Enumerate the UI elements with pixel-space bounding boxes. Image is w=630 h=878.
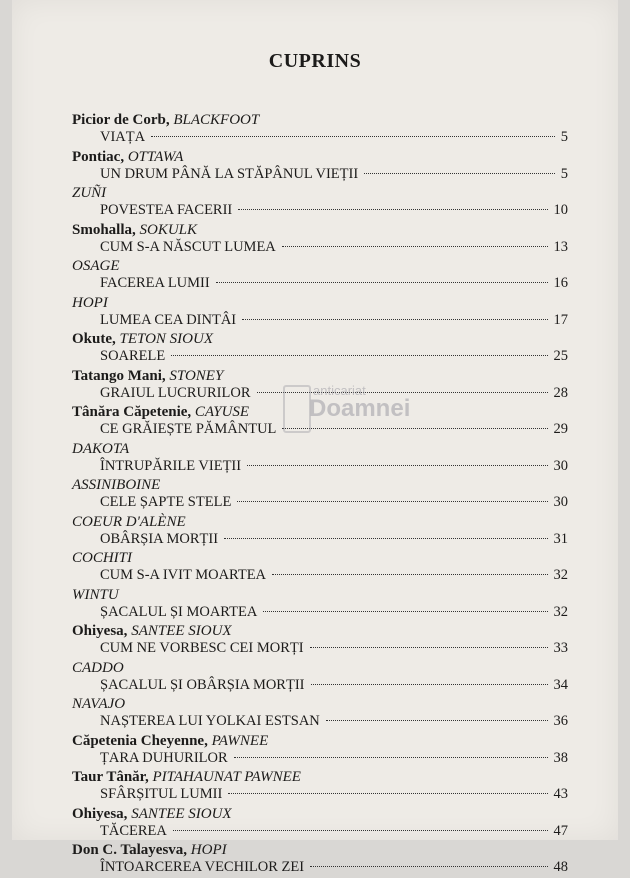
toc-entry bbox=[72, 695, 568, 732]
toc-author: Picior de Corb, bbox=[72, 112, 174, 128]
toc-title: CUM NE VORBESC CEI MORȚI bbox=[100, 640, 304, 656]
toc-entry-heading bbox=[72, 440, 129, 458]
toc-author: Tânăra Căpetenie, bbox=[72, 404, 195, 420]
toc-page-number: 5 bbox=[560, 129, 568, 145]
toc-author: Tatango Mani, bbox=[72, 367, 170, 384]
toc-leader-dots bbox=[216, 282, 548, 283]
toc-title: OBÂRȘIA MORȚII bbox=[100, 530, 219, 547]
toc-tribe: CADDO bbox=[72, 659, 124, 676]
toc-entry-heading bbox=[72, 148, 183, 166]
toc-entry-heading bbox=[72, 403, 249, 421]
toc-tribe: PAWNEE bbox=[211, 732, 269, 749]
toc-entry-heading bbox=[72, 513, 186, 531]
toc-page-number: 5 bbox=[560, 165, 568, 182]
toc-tribe: CAYUSE bbox=[194, 404, 250, 420]
toc-entry bbox=[72, 257, 568, 294]
toc-entry bbox=[72, 549, 568, 586]
toc-entry-heading bbox=[72, 695, 125, 713]
toc-page-number: 30 bbox=[553, 457, 568, 474]
toc-entry bbox=[72, 732, 568, 769]
toc-entry bbox=[72, 111, 568, 148]
toc-title: NAȘTEREA LUI YOLKAI ESTSAN bbox=[100, 713, 320, 729]
toc-author: Căpetenia Cheyenne, bbox=[72, 732, 212, 749]
toc-author: Don C. Talayesva, bbox=[72, 842, 191, 858]
toc-title-line bbox=[100, 165, 568, 184]
toc-page-number: 48 bbox=[553, 859, 568, 875]
toc-page-number: 32 bbox=[553, 603, 568, 620]
toc-page-number: 43 bbox=[553, 786, 568, 802]
toc-title-line bbox=[100, 347, 568, 366]
toc-page-number: 29 bbox=[553, 421, 568, 437]
toc-page-number: 32 bbox=[553, 567, 568, 583]
toc-author: Taur Tânăr, bbox=[72, 769, 153, 785]
toc-author: Pontiac, bbox=[72, 148, 128, 165]
toc-page-number: 30 bbox=[553, 494, 568, 510]
toc-tribe: COCHITI bbox=[72, 550, 133, 566]
toc-title-line bbox=[100, 749, 568, 768]
toc-title-line bbox=[100, 274, 568, 293]
toc-page-number: 47 bbox=[553, 822, 568, 839]
watermark bbox=[309, 383, 413, 445]
toc-title: UN DRUM PÂNĂ LA STĂPÂNUL VIEȚII bbox=[100, 165, 359, 182]
toc-title-line bbox=[100, 201, 568, 220]
toc-tribe: STONEY bbox=[169, 367, 224, 384]
toc-leader-dots bbox=[224, 538, 547, 539]
toc-tribe: HOPI bbox=[190, 842, 227, 858]
toc-entry-heading bbox=[72, 111, 259, 129]
toc-title-line bbox=[100, 457, 568, 476]
toc-author: Ohiyesa, bbox=[72, 623, 132, 639]
toc-entry bbox=[72, 659, 568, 696]
toc-entry bbox=[72, 586, 568, 623]
toc-leader-dots bbox=[173, 830, 548, 831]
toc-entry bbox=[72, 768, 568, 805]
toc-title-line bbox=[100, 603, 568, 622]
toc-tribe: TETON SIOUX bbox=[119, 331, 214, 347]
toc-title: CE GRĂIEȘTE PĂMÂNTUL bbox=[100, 421, 277, 437]
toc-tribe: OTTAWA bbox=[127, 148, 184, 165]
toc-leader-dots bbox=[234, 757, 548, 758]
watermark-line2: Doamnei bbox=[309, 395, 411, 422]
toc-page-number: 17 bbox=[553, 311, 568, 328]
toc-title: POVESTEA FACERII bbox=[100, 202, 233, 218]
toc-page-number: 10 bbox=[553, 202, 568, 218]
toc-tribe: WINTU bbox=[72, 586, 119, 603]
toc-leader-dots bbox=[228, 793, 547, 794]
toc-tribe: NAVAJO bbox=[72, 696, 126, 712]
toc-title-line bbox=[100, 858, 568, 877]
toc-title: SOARELE bbox=[100, 348, 166, 364]
toc-title-line bbox=[100, 238, 568, 257]
toc-entry-heading bbox=[72, 586, 119, 604]
toc-tribe: ASSINIBOINE bbox=[72, 477, 161, 493]
toc-page-number: 33 bbox=[553, 640, 568, 656]
toc-title: SFÂRȘITUL LUMII bbox=[100, 786, 223, 802]
toc-title: CUM S-A NĂSCUT LUMEA bbox=[100, 238, 276, 255]
toc-page-number: 31 bbox=[553, 530, 568, 547]
toc-leader-dots bbox=[282, 246, 548, 247]
toc-page-number: 36 bbox=[553, 713, 568, 729]
toc-title-line bbox=[100, 639, 568, 658]
toc-leader-dots bbox=[310, 647, 548, 648]
toc-entry-heading bbox=[72, 549, 132, 567]
toc-entry-heading bbox=[72, 476, 160, 494]
toc-tribe: SANTEE SIOUX bbox=[131, 623, 232, 639]
toc-entry-heading bbox=[72, 257, 120, 275]
toc-title: CELE ȘAPTE STELE bbox=[100, 494, 232, 510]
watermark-line1: anticariat bbox=[313, 383, 366, 398]
toc-entry bbox=[72, 148, 568, 185]
toc-entry bbox=[72, 513, 568, 550]
toc-leader-dots bbox=[247, 465, 547, 466]
toc-leader-dots bbox=[151, 136, 555, 137]
toc-author: Okute, bbox=[72, 331, 120, 347]
toc-page-number: 13 bbox=[553, 238, 568, 255]
toc-entry bbox=[72, 476, 568, 513]
toc-entry bbox=[72, 805, 568, 842]
toc-leader-dots bbox=[326, 720, 548, 721]
toc-tribe: HOPI bbox=[72, 294, 108, 311]
toc-author: Smohalla, bbox=[72, 221, 140, 238]
toc-tribe: OSAGE bbox=[72, 258, 120, 274]
toc-entry-heading bbox=[72, 294, 108, 312]
toc-title: ÎNTRUPĂRILE VIEȚII bbox=[100, 457, 242, 474]
toc-leader-dots bbox=[311, 684, 548, 685]
toc-page-number: 16 bbox=[553, 275, 568, 291]
toc-entry-heading bbox=[72, 367, 223, 385]
toc-tribe: SOKULK bbox=[139, 221, 198, 238]
toc-entry bbox=[72, 221, 568, 258]
toc-entry-heading bbox=[72, 768, 301, 786]
toc-title: ÎNTOARCEREA VECHILOR ZEI bbox=[100, 859, 305, 875]
toc-entry bbox=[72, 622, 568, 659]
toc-tribe: COEUR D'ALÈNE bbox=[72, 513, 186, 530]
toc-page-number: 28 bbox=[553, 384, 568, 401]
toc-entry bbox=[72, 330, 568, 367]
toc-entry-heading bbox=[72, 841, 227, 859]
toc-title: FACEREA LUMII bbox=[100, 275, 210, 291]
toc-title: GRAIUL LUCRURILOR bbox=[100, 384, 251, 401]
toc-title: ȘACALUL ȘI OBÂRȘIA MORȚII bbox=[100, 676, 305, 693]
toc-title-line bbox=[100, 712, 568, 731]
toc-title: ȚARA DUHURILOR bbox=[100, 749, 228, 766]
toc-entry-heading bbox=[72, 184, 106, 202]
toc-title-line bbox=[100, 785, 568, 804]
toc-entry-heading bbox=[72, 221, 197, 239]
toc-leader-dots bbox=[364, 173, 555, 174]
toc-page-number: 34 bbox=[553, 676, 568, 693]
table-of-contents bbox=[72, 111, 568, 878]
toc-page-number: 38 bbox=[553, 749, 568, 766]
toc-title-line bbox=[100, 493, 568, 512]
toc-leader-dots bbox=[263, 611, 547, 612]
toc-title: LUMEA CEA DINTÂI bbox=[100, 311, 237, 328]
toc-entry bbox=[72, 841, 568, 878]
toc-title: VIAȚA bbox=[100, 129, 146, 145]
toc-title: CUM S-A IVIT MOARTEA bbox=[100, 567, 267, 583]
toc-title-line bbox=[100, 822, 568, 841]
toc-leader-dots bbox=[310, 866, 547, 867]
toc-title: TĂCEREA bbox=[100, 822, 167, 839]
toc-title-line bbox=[100, 530, 568, 549]
toc-entry bbox=[72, 294, 568, 331]
toc-author: Ohiyesa, bbox=[72, 805, 132, 822]
toc-tribe: SANTEE SIOUX bbox=[131, 805, 232, 822]
toc-tribe: BLACKFOOT bbox=[173, 112, 260, 128]
toc-entry bbox=[72, 184, 568, 221]
toc-leader-dots bbox=[171, 355, 547, 356]
toc-title-line bbox=[100, 311, 568, 330]
toc-leader-dots bbox=[237, 501, 547, 502]
toc-leader-dots bbox=[238, 209, 547, 210]
toc-tribe: PITAHAUNAT PAWNEE bbox=[152, 769, 301, 785]
toc-entry-heading bbox=[72, 805, 232, 823]
toc-page-number: 25 bbox=[553, 348, 568, 364]
toc-title-line bbox=[100, 566, 568, 585]
toc-entry-heading bbox=[72, 622, 232, 640]
toc-leader-dots bbox=[242, 319, 547, 320]
toc-entry-heading bbox=[72, 732, 268, 750]
toc-tribe: DAKOTA bbox=[72, 440, 130, 457]
toc-leader-dots bbox=[272, 574, 547, 575]
toc-title-line bbox=[100, 676, 568, 695]
toc-title: ȘACALUL ȘI MOARTEA bbox=[100, 603, 258, 620]
toc-entry-heading bbox=[72, 330, 213, 348]
toc-tribe: ZUÑI bbox=[72, 185, 107, 201]
watermark-logo-icon bbox=[283, 385, 311, 433]
toc-title-line bbox=[100, 128, 568, 147]
page-title: CUPRINS bbox=[268, 50, 362, 72]
toc-entry-heading bbox=[72, 659, 124, 677]
